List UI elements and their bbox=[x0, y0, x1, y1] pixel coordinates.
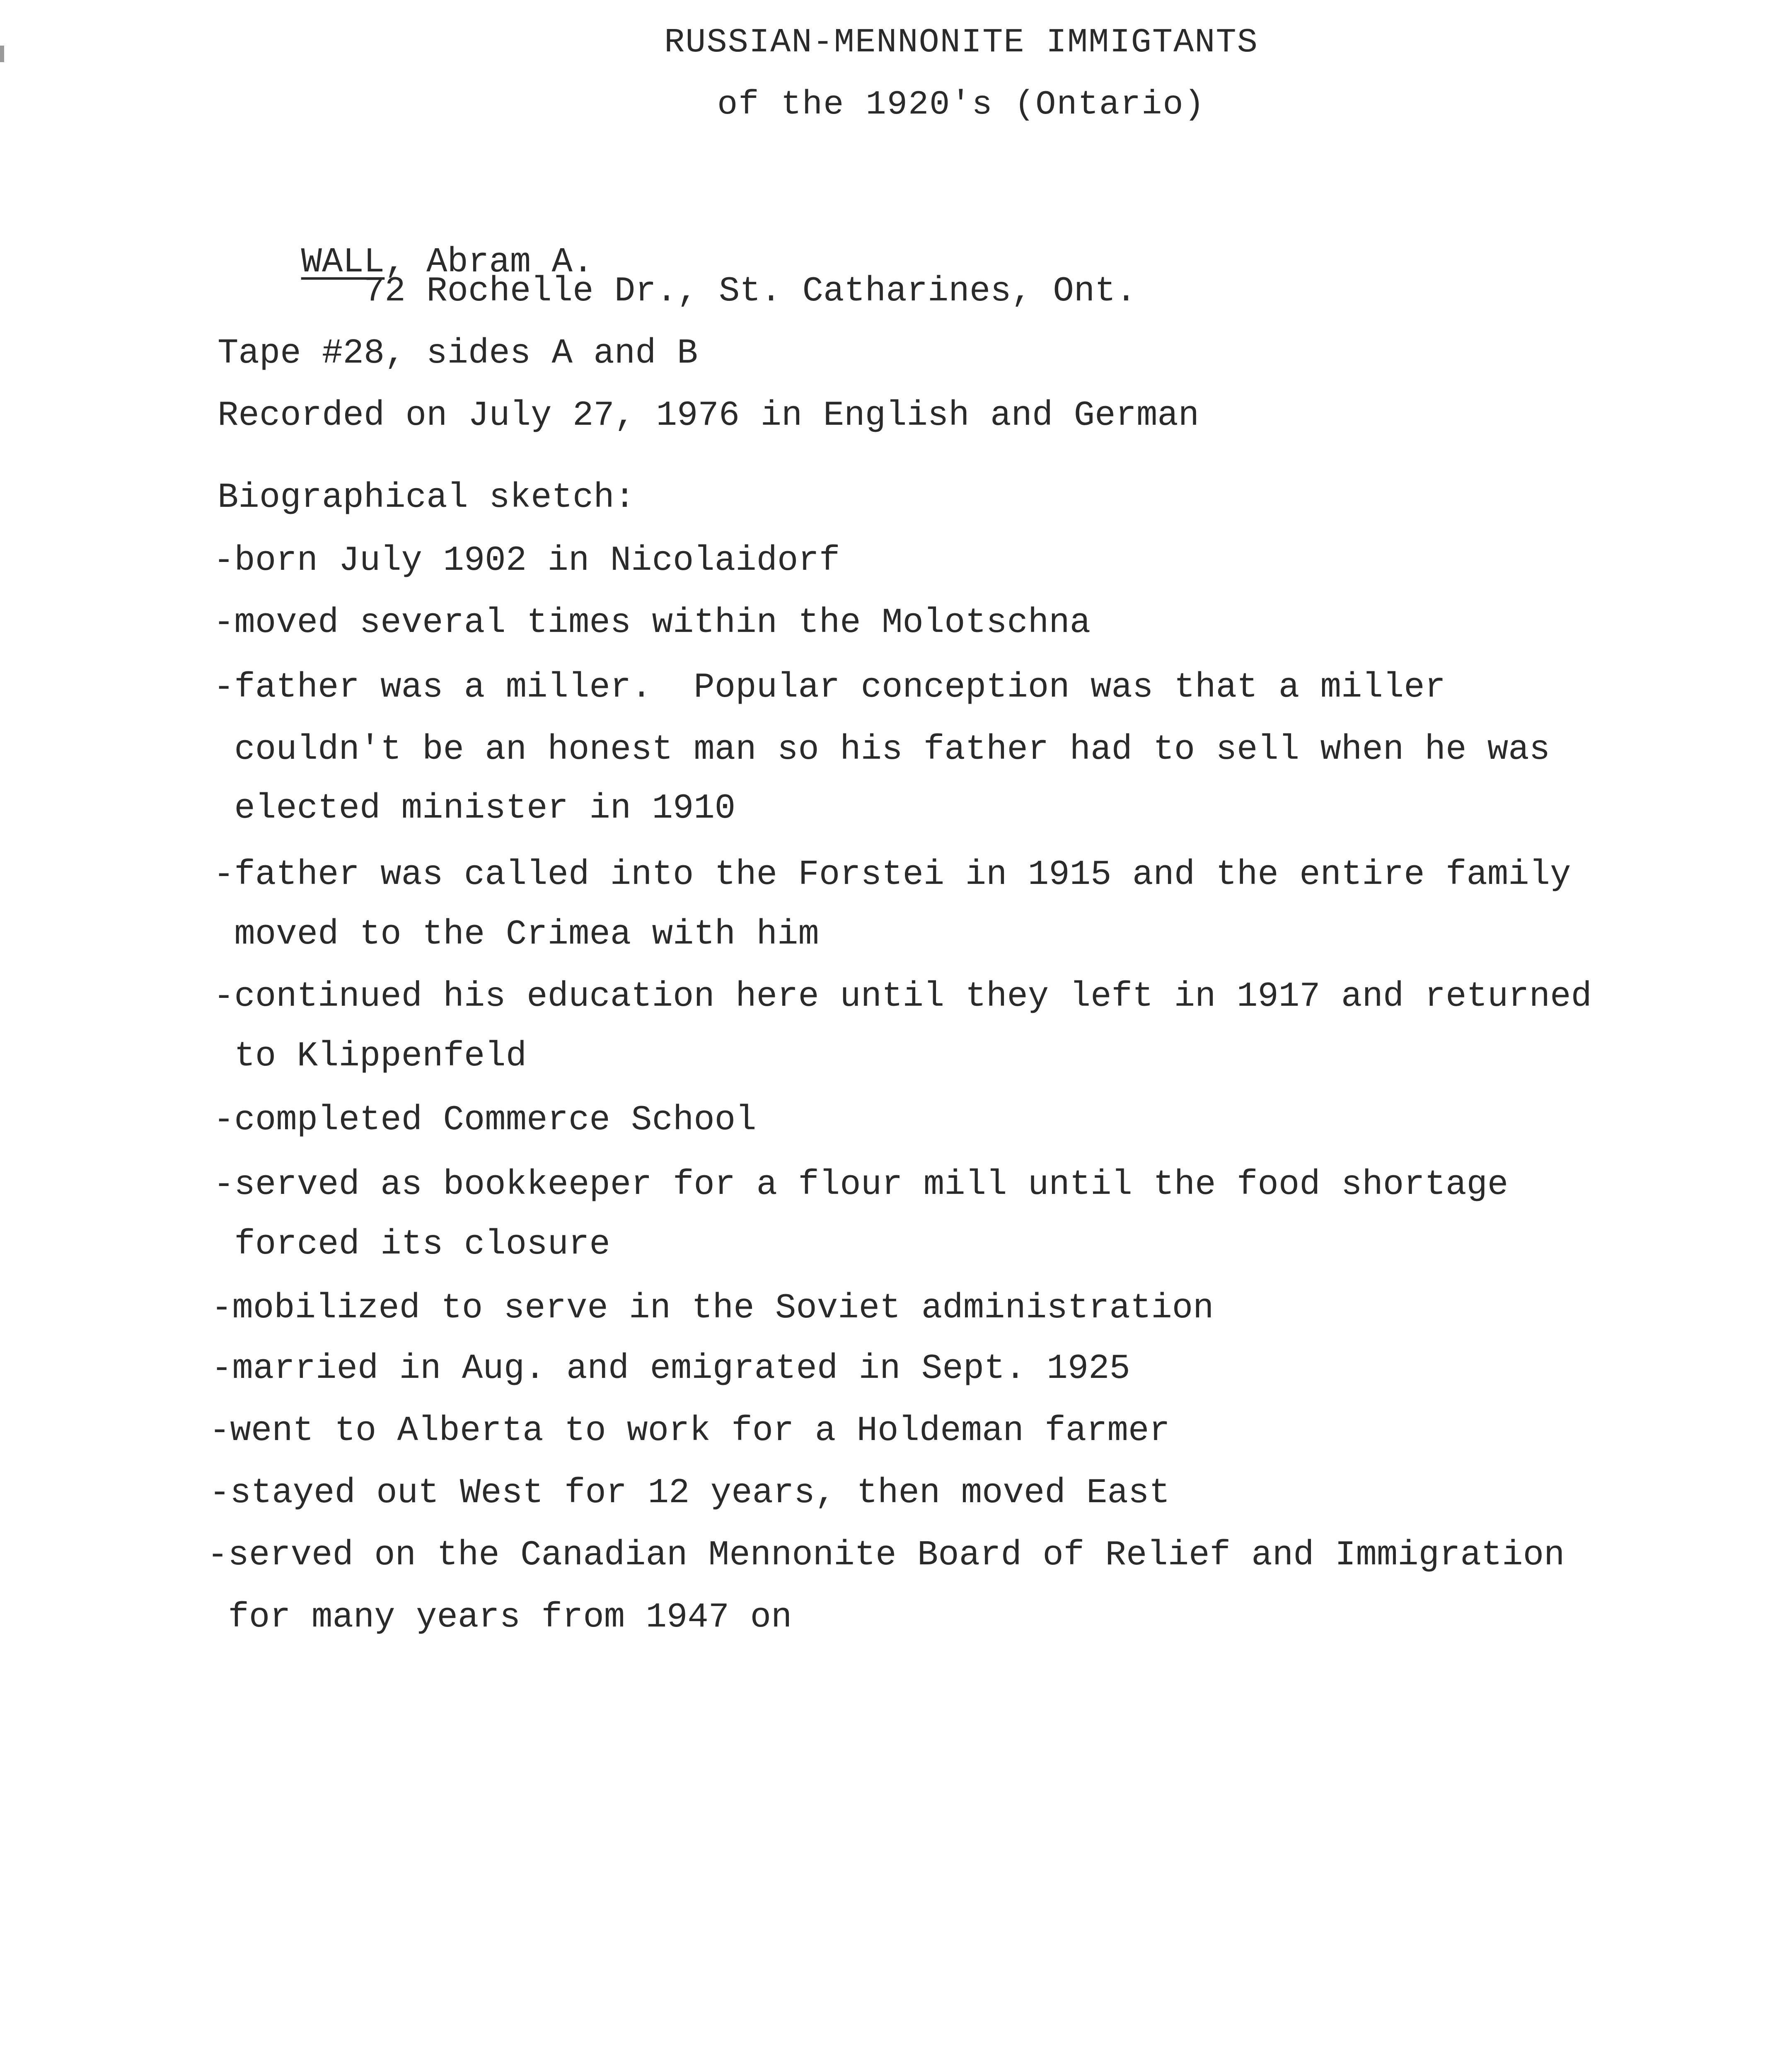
sketch-line: to Klippenfeld bbox=[213, 1037, 527, 1076]
address: 72 Rochelle Dr., St. Catharines, Ont. bbox=[364, 272, 1137, 311]
sketch-line: -served on the Canadian Mennonite Board of Relief and Immigration bbox=[207, 1536, 1565, 1575]
sketch-line: -went to Alberta to work for a Holdeman farmer bbox=[209, 1411, 1170, 1451]
sketch-line: -completed Commerce School bbox=[213, 1101, 757, 1140]
recording-info: Recorded on July 27, 1976 in English and German bbox=[218, 396, 1199, 436]
sketch-line: -served as bookkeeper for a flour mill until the food shortage bbox=[213, 1165, 1509, 1205]
sketch-line: -father was a miller. Popular conception was that a miller bbox=[213, 668, 1446, 707]
sketch-line: moved to the Crimea with him bbox=[213, 915, 819, 954]
interviewee-given-name: , Abram A. bbox=[384, 243, 594, 282]
sketch-line: forced its closure bbox=[213, 1225, 610, 1264]
sketch-line: for many years from 1947 on bbox=[207, 1598, 792, 1637]
sketch-heading: Biographical sketch: bbox=[218, 478, 636, 518]
sketch-line: -mobilized to serve in the Soviet administration bbox=[211, 1289, 1214, 1328]
left-edge-mark bbox=[0, 46, 4, 62]
sketch-line: elected minister in 1910 bbox=[213, 789, 736, 828]
sketch-line: -born July 1902 in Nicolaidorf bbox=[213, 541, 840, 581]
tape-info: Tape #28, sides A and B bbox=[218, 334, 698, 373]
sketch-line: couldn't be an honest man so his father had to sell when he was bbox=[213, 730, 1550, 770]
sketch-line: -continued his education here until they left in 1917 and returned bbox=[213, 977, 1592, 1017]
sketch-line: -father was called into the Forstei in 1915 and the entire family bbox=[213, 855, 1571, 895]
interviewee-surname: WALL bbox=[301, 243, 385, 282]
sketch-line: -stayed out West for 12 years, then moved East bbox=[209, 1474, 1170, 1513]
sketch-line: -married in Aug. and emigrated in Sept. 1925 bbox=[211, 1349, 1130, 1389]
document-title-line-1: RUSSIAN-MENNONITE IMMIGTANTS bbox=[664, 23, 1258, 62]
sketch-line: -moved several times within the Molotschna bbox=[213, 603, 1091, 643]
document-title-line-2: of the 1920's (Ontario) bbox=[717, 85, 1205, 124]
